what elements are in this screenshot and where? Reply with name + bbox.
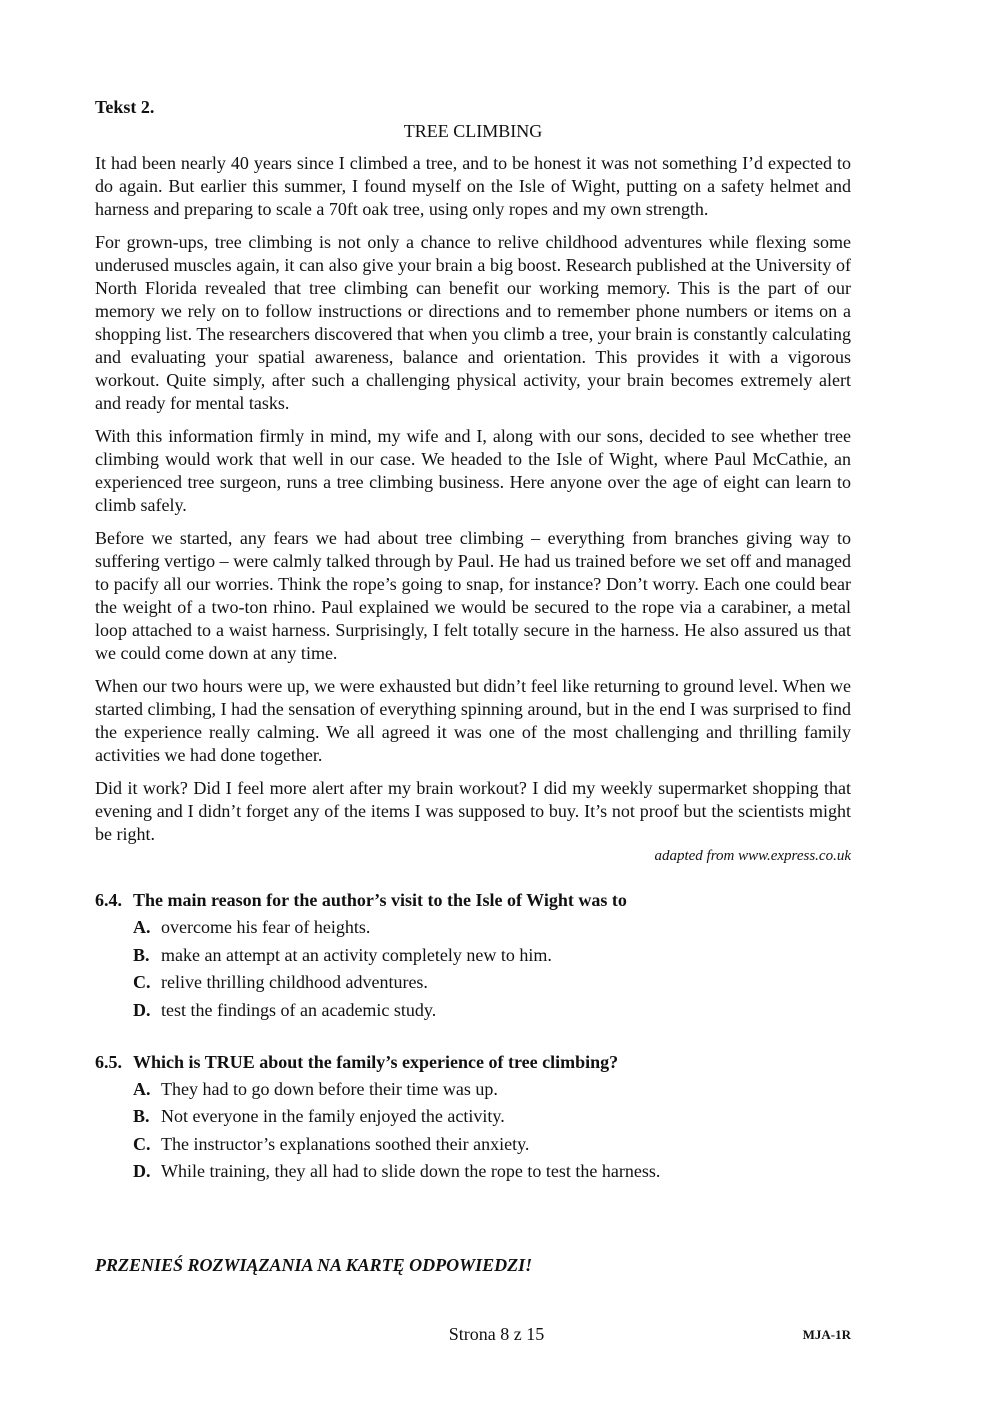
transfer-answers-note: PRZENIEŚ ROZWIĄZANIA NA KARTĘ ODPOWIEDZI!	[95, 1255, 533, 1275]
article-body	[95, 152, 851, 846]
answer-option-a	[133, 915, 851, 939]
question-text: Which is TRUE about the family’s experience of tree climbing?	[133, 1051, 619, 1072]
question-6-5	[95, 1050, 851, 1184]
answer-options	[95, 1077, 851, 1184]
answer-option-c	[133, 970, 851, 994]
question-number: 6.5.	[95, 1051, 122, 1072]
option-text: Not everyone in the family enjoyed the activity.	[161, 1106, 505, 1126]
option-letter: C.	[133, 1133, 151, 1154]
option-text: While training, they all had to slide down the rope to test the harness.	[161, 1161, 661, 1181]
option-letter: A.	[133, 917, 151, 937]
answer-options	[95, 915, 851, 1022]
option-text: They had to go down before their time was up.	[161, 1078, 498, 1099]
question-heading	[95, 1050, 851, 1074]
article-title: TREE CLIMBING	[403, 121, 543, 141]
article-paragraph: When our two hours were up, we were exhausted but didn’t feel like returning to ground level. When we started climbing, I had the sensation of everything spinning around, but in the end I was surprised to find the experience really calming. We all agreed it was one of the most challenging and thrilling family activities we had done together.	[95, 676, 851, 765]
article-source: adapted from www.express.co.uk	[654, 848, 851, 864]
text-label: Tekst 2.	[95, 97, 155, 117]
answer-option-a	[133, 1077, 851, 1101]
option-letter: D.	[133, 999, 151, 1020]
option-letter: B.	[133, 1106, 150, 1126]
option-text: relive thrilling childhood adventures.	[161, 972, 428, 992]
article-paragraph: Did it work? Did I feel more alert after my brain workout? I did my weekly supermarket shopping that evening and I didn’t forget any of the items I was supposed to buy. It’s not proof but the scientists might be right.	[95, 778, 851, 844]
article-paragraph: For grown-ups, tree climbing is not only a chance to relive childhood adventures while flexing some underused muscles again, it can also give your brain a big boost. Research published at the University of North Florida revealed that tree climbing can benefit our working memory. This is the part of our memory we rely on to follow instructions or directions and to remember phone numbers or items on a shopping list. The researchers discovered that when you climb a tree, your brain is constantly calculating and evaluating your spatial awareness, balance and orientation. This provides it with a vigorous workout. Quite simply, after such a challenging physical activity, your brain becomes extremely alert and ready for mental tasks.	[95, 232, 851, 413]
option-letter: A.	[133, 1078, 151, 1099]
page-content	[95, 95, 851, 1187]
question-heading	[95, 888, 851, 912]
option-letter: C.	[133, 972, 151, 992]
page-number: Strona 8 z 15	[448, 1324, 545, 1344]
question-6-4	[95, 888, 851, 1022]
article-paragraph: With this information firmly in mind, my wife and I, along with our sons, decided to see whether tree climbing would work that well in our case. We headed to the Isle of Wight, where Paul McCathie, an experienced tree surgeon, runs a tree climbing business. Here anyone over the age of eight can learn to climb safely.	[95, 426, 851, 515]
option-letter: D.	[133, 1161, 151, 1181]
option-text: overcome his fear of heights.	[161, 917, 371, 937]
option-letter: B.	[133, 944, 150, 965]
option-text: make an attempt at an activity completely new to him.	[161, 944, 552, 965]
answer-option-c	[133, 1132, 851, 1156]
question-text: The main reason for the author’s visit to the Isle of Wight was to	[133, 890, 627, 910]
answer-option-b	[133, 943, 851, 967]
answer-option-d	[133, 998, 851, 1022]
exam-code: MJA-1R	[802, 1327, 851, 1342]
article-paragraph: Before we started, any fears we had about tree climbing – everything from branches giving way to suffering vertigo – were calmly talked through by Paul. He had us trained before we set off and managed to pacify all our worries. Think the rope’s going to snap, for instance? Don’t worry. Each one could bear the weight of a two-ton rhino. Paul explained we would be secured to the rope via a carabiner, a metal loop attached to a waist harness. Surprisingly, I felt totally secure in the harness. He also assured us that we could come down at any time.	[95, 528, 851, 663]
article-paragraph: It had been nearly 40 years since I climbed a tree, and to be honest it was not something I’d expected to do again. But earlier this summer, I found myself on the Isle of Wight, putting on a safety helmet and harness and preparing to scale a 70ft oak tree, using only ropes and my own strength.	[95, 153, 851, 219]
answer-option-b	[133, 1104, 851, 1128]
question-number: 6.4.	[95, 890, 122, 910]
option-text: test the findings of an academic study.	[161, 999, 437, 1020]
answer-option-d	[133, 1159, 851, 1183]
option-text: The instructor’s explanations soothed their anxiety.	[161, 1133, 530, 1154]
